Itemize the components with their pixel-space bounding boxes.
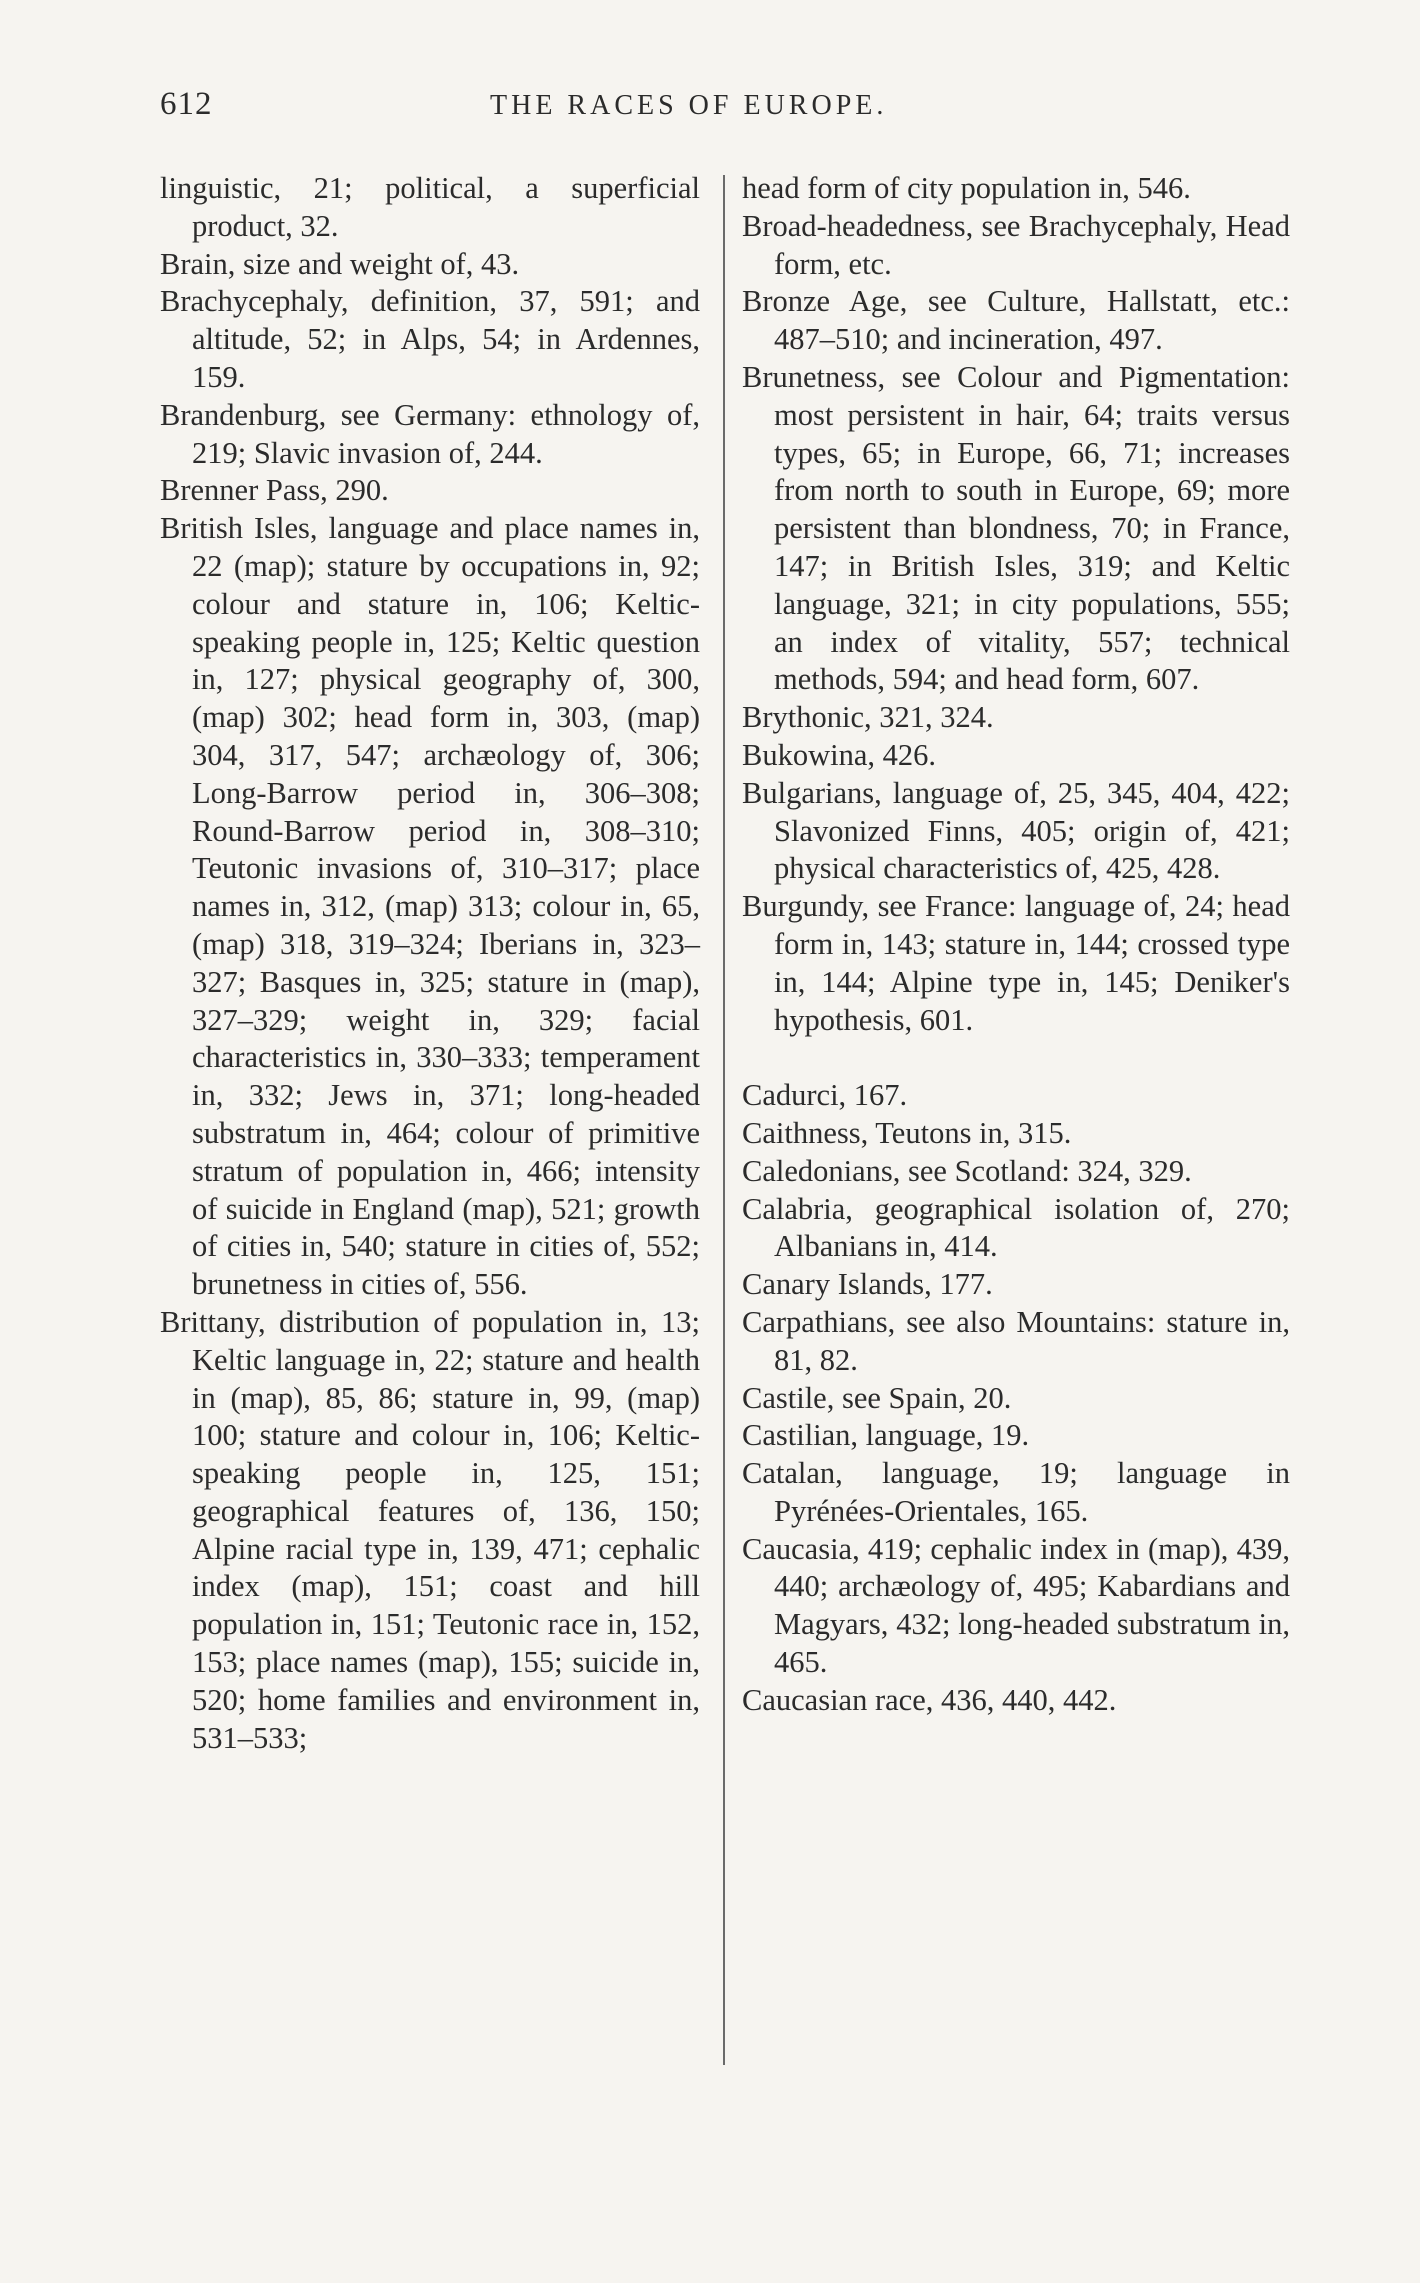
index-entry: Calabria, geographical isolation of, 270; Albanians in, 414. <box>742 1191 1290 1264</box>
index-entry: Bulgarians, language of, 25, 345, 404, 422; Slavonized Finns, 405; origin of, 421; physical characteristics of, 425, 428. <box>742 775 1290 886</box>
page-header <box>160 86 1260 132</box>
index-entry: Bronze Age, see Culture, Hallstatt, etc.: 487–510; and incineration, 497. <box>742 284 1290 357</box>
index-entry: Brittany, distribution of population in, 13; Keltic language in, 22; stature and health in (map), 85, 86; stature in, 99, (map) 100; stature and colour in, 106; Keltic-speaking people in, 125, 151; geographical features of, 136, 150; Alpine racial type in, 139, 471; cephalic index (map), 151; coast and hill population in, 151; Teutonic race in, 152, 153; place names (map), 155; suicide in, 520; home families and environment in, 531–533; <box>160 1304 700 1755</box>
index-entry: British Isles, language and place names in, 22 (map); stature by occupations in, 92; colour and stature in, 106; Keltic-speaking people in, 125; Keltic question in, 127; physical geography of, 300, (map) 302; head form in, 303, (map) 304, 317, 547; archæology of, 306; Long-Barrow period in, 306–308; Round-Barrow period in, 308–310; Teutonic invasions of, 310–317; place names in, 312, (map) 313; colour in, 65, (map) 318, 319–324; Iberians in, 323–327; Basques in, 325; stature in (map), 327–329; weight in, 329; facial characteristics in, 330–333; temperament in, 332; Jews in, 371; long-headed substratum in, 464; colour of primitive stratum of population in, 466; intensity of suicide in England (map), 521; growth of cities in, 540; stature in cities of, 552; brunetness in cities of, 556. <box>160 511 700 1302</box>
index-entry: Brain, size and weight of, 43. <box>160 246 520 281</box>
index-entry: Burgundy, see France: language of, 24; head form in, 143; stature in, 144; crossed type in, 144; Alpine type in, 145; Deniker's hypothesis, 601. <box>742 889 1290 1037</box>
index-entry: Caucasian race, 436, 440, 442. <box>742 1682 1117 1717</box>
index-entry: Catalan, language, 19; language in Pyrénées-Orientales, 165. <box>742 1456 1290 1528</box>
index-entry: Castile, see Spain, 20. <box>742 1380 1012 1415</box>
index-entry: Caledonians, see Scotland: 324, 329. <box>742 1153 1192 1188</box>
page-number: 612 <box>160 86 213 122</box>
index-entry: Cadurci, 167. <box>742 1078 908 1113</box>
section-gap <box>742 1039 1290 1077</box>
index-entry: Caucasia, 419; cephalic index in (map), 439, 440; archæology of, 495; Kabardians and Magyars, 432; long-headed substratum in, 465. <box>742 1531 1290 1680</box>
index-entry: head form of city population in, 546. <box>742 171 1191 205</box>
index-entry: Carpathians, see also Mountains: stature in, 81, 82. <box>742 1304 1290 1377</box>
column-divider <box>723 175 725 2065</box>
running-head: THE RACES OF EUROPE. <box>490 90 888 121</box>
index-entry: Bukowina, 426. <box>742 737 937 772</box>
index-column-left <box>160 170 700 1757</box>
index-entry: Brandenburg, see Germany: ethnology of, 219; Slavic invasion of, 244. <box>160 397 700 470</box>
index-entry: Brachycephaly, definition, 37, 591; and altitude, 52; in Alps, 54; in Ardennes, 159. <box>160 284 700 394</box>
index-entry: Brythonic, 321, 324. <box>742 700 994 735</box>
index-entry: Canary Islands, 177. <box>742 1267 993 1302</box>
index-entry: Brunetness, see Colour and Pigmentation: most persistent in hair, 64; traits versus types, 65; in Europe, 66, 71; increases from north to south in Europe, 69; more persistent than blondness, 70; in France, 147; in British Isles, 319; and Keltic language, 321; in city populations, 555; an index of vitality, 557; technical methods, 594; and head form, 607. <box>742 359 1290 697</box>
index-entry: Broad-headedness, see Brachycephaly, Head form, etc. <box>742 208 1290 281</box>
index-entry: Caithness, Teutons in, 315. <box>742 1115 1072 1150</box>
index-column-right <box>742 170 1290 1720</box>
index-entry: Castilian, language, 19. <box>742 1418 1030 1453</box>
index-entry: Brenner Pass, 290. <box>160 473 389 508</box>
index-entry: linguistic, 21; political, a superficial product, 32. <box>160 171 700 243</box>
